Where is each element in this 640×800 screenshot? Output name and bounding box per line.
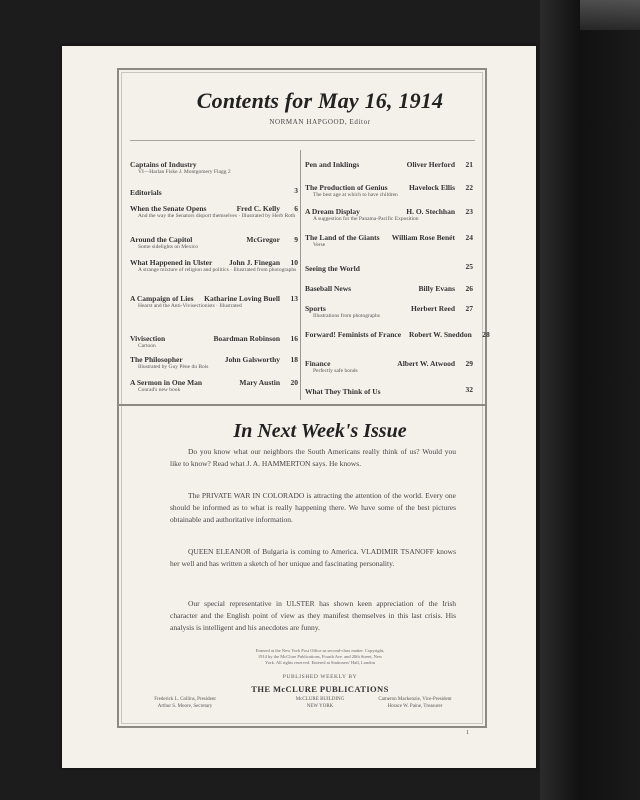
entry-author: Herbert Reed — [411, 304, 455, 313]
entry-row — [130, 204, 298, 213]
entry-title: When the Senate Opens — [130, 204, 207, 213]
officer-line: Frederick L. Collins, President — [154, 697, 216, 702]
entry-meta — [231, 378, 298, 387]
entry-title: What Happened in Ulster — [130, 258, 213, 267]
entry-subtitle: Illustrated by Guy Pène du Bois — [138, 364, 209, 370]
entry-author: Albert W. Atwood — [397, 359, 455, 368]
next-week-paragraph: Do you know what our neighbors the South Americans really think of us? Would you like to know? Read what J. A. HAMMERTON says. He knows. — [170, 447, 456, 468]
contents-entry — [130, 378, 298, 394]
entry-meta — [447, 262, 473, 271]
publisher-name: THE McCLURE PUBLICATIONS — [251, 684, 389, 694]
entry-title: Seeing the World — [305, 264, 360, 273]
entry-title: Finance — [305, 359, 331, 368]
contents-entry — [305, 304, 473, 320]
entry-subtitle: Conrad's new book — [138, 387, 181, 393]
entry-page: 23 — [465, 207, 473, 216]
entry-meta — [206, 334, 298, 343]
contents-entry — [305, 262, 473, 273]
entry-page: 24 — [465, 233, 473, 242]
entry-title: Sports — [305, 304, 326, 313]
entry-title: A Campaign of Lies — [130, 294, 194, 303]
entry-row — [305, 207, 473, 216]
entry-author: Mary Austin — [239, 378, 280, 387]
entry-meta — [447, 385, 473, 394]
imprint-line: 1914 by the McClure Publications, Fourth Ave. and 20th Street, New — [257, 654, 383, 659]
contents-entry — [305, 207, 473, 223]
entry-title: The Land of the Giants — [305, 233, 380, 242]
frame-divider — [119, 404, 485, 406]
entry-title: Captains of Industry — [130, 160, 197, 169]
entry-meta — [196, 294, 298, 303]
page-title: Contents for May 16, 1914 — [196, 88, 444, 113]
contents-entry — [305, 330, 490, 339]
next-week-title: In Next Week's Issue — [233, 420, 407, 442]
contents-entry — [305, 359, 473, 375]
entry-author: John Galsworthy — [224, 355, 280, 364]
entry-page: 27 — [465, 304, 473, 313]
entry-author: Robert W. Sneddon — [409, 330, 472, 339]
entry-row — [305, 233, 473, 242]
entry-title: A Sermon in One Man — [130, 378, 203, 387]
entry-page: 13 — [290, 294, 298, 303]
contents-entry — [305, 183, 473, 199]
next-week-paragraph: QUEEN ELEANOR of Bulgaria is coming to America. VLADIMIR TSANOFF knows her well and has written a sketch of her unique and fascinating personality. — [170, 547, 456, 568]
contents-entry — [130, 334, 298, 350]
entry-author: Oliver Herford — [406, 160, 455, 169]
entry-page: 32 — [465, 385, 473, 394]
entry-meta — [238, 235, 298, 244]
officers-right — [360, 697, 470, 710]
entry-author: Boardman Robinson — [213, 334, 280, 343]
entry-page: 20 — [290, 378, 298, 387]
entry-page: 28 — [482, 330, 490, 339]
entry-meta — [229, 204, 298, 213]
entry-row — [305, 160, 473, 169]
page-number: 1 — [466, 730, 469, 736]
entry-subtitle: A strange mixture of religion and politics · Illustrated from photographs — [138, 267, 297, 273]
entry-page: 3 — [294, 186, 298, 195]
entry-page: 22 — [465, 183, 473, 192]
entry-meta — [221, 258, 298, 267]
imprint-line: York. All rights reserved. Entered at Stationers' Hall, London — [265, 660, 375, 665]
entry-row — [130, 235, 298, 244]
entry-meta — [384, 233, 473, 242]
entry-row — [305, 284, 473, 293]
entry-row — [130, 258, 298, 267]
entry-subtitle: Illustrations from photographs — [313, 313, 380, 319]
entry-row — [130, 186, 298, 197]
entry-title: Editorials — [130, 188, 162, 197]
entry-row — [305, 359, 473, 368]
entry-row — [130, 160, 298, 169]
background-glint — [580, 0, 640, 30]
entry-page: 10 — [290, 258, 298, 267]
entry-meta — [403, 304, 473, 313]
entry-author: McGregor — [246, 235, 280, 244]
contents-entry — [130, 204, 298, 220]
entry-row — [305, 304, 473, 313]
entry-row — [130, 334, 298, 343]
entry-title: The Philosopher — [130, 355, 183, 364]
imprint-line: Entered at the New York Post Office as second-class matter. Copyright, — [255, 648, 385, 653]
entry-title: Vivisection — [130, 334, 166, 343]
next-week-paragraph: Our special representative in ULSTER has shown keen appreciation of the Irish character and the English point of view as they manifest themselves in this last crisis. His analysis is intelligent and his anecdotes are funny. — [170, 599, 456, 632]
entry-subtitle: Hearst and the Anti-Vivisectionists · Illustrated — [138, 303, 242, 309]
entry-meta — [272, 186, 298, 195]
published-by: PUBLISHED WEEKLY BY — [282, 674, 358, 680]
entry-row — [130, 294, 298, 303]
entry-meta — [398, 207, 473, 216]
entry-meta — [389, 359, 473, 368]
contents-entry — [305, 385, 473, 396]
entry-subtitle: Some sidelights on Mexico — [138, 244, 199, 250]
entry-subtitle: Verse — [313, 242, 326, 248]
contents-entry — [130, 294, 298, 310]
entry-author: H. O. Stechhan — [406, 207, 455, 216]
entry-subtitle: VI—Harlan Fiske J. Montgomery Flagg 2 — [138, 169, 231, 175]
entry-title: Forward! Feminists of France — [305, 330, 402, 339]
contents-entry — [305, 284, 473, 293]
entry-page: 25 — [465, 262, 473, 271]
editor-line: NORMAN HAPGOOD, Editor — [269, 118, 371, 126]
entry-author: Havelock Ellis — [408, 183, 455, 192]
entry-row — [305, 385, 473, 396]
entry-meta — [399, 160, 473, 169]
contents-entry — [130, 235, 298, 251]
entry-author: William Rose Benét — [391, 233, 455, 242]
entry-row — [130, 355, 298, 364]
contents-entry — [130, 258, 298, 274]
entry-title: Around the Capitol — [130, 235, 193, 244]
officer-line: McCLURE BUILDING — [295, 697, 345, 702]
entry-row — [305, 183, 473, 192]
contents-entry — [305, 160, 473, 169]
entry-page: 6 — [294, 204, 298, 213]
entry-row — [130, 378, 298, 387]
entry-page: 21 — [465, 160, 473, 169]
entry-title: A Dream Display — [305, 207, 360, 216]
entry-subtitle: A suggestion for the Panama-Pacific Exposition — [313, 216, 419, 222]
officer-line: NEW YORK — [306, 703, 334, 709]
entry-subtitle: The best age at which to have children — [313, 192, 398, 198]
officer-line: Horace W. Paine, Treasurer — [387, 703, 443, 709]
entry-title: The Production of Genius — [305, 183, 388, 192]
entry-title: What They Think of Us — [305, 387, 381, 396]
column-rule — [300, 150, 301, 400]
entry-title: Baseball News — [305, 284, 352, 293]
officer-line: Cameron Mackenzie, Vice-President — [378, 697, 452, 702]
entry-subtitle: Cartoon — [138, 343, 156, 349]
contents-entry — [130, 355, 298, 371]
entry-row — [305, 330, 490, 339]
next-week-paragraph: The PRIVATE WAR IN COLORADO is attracting the attention of the world. Every one should be informed as to what is really happening there. We have some of the best pictures obtainable and authoritative information. — [170, 491, 456, 524]
entry-meta — [411, 284, 473, 293]
entry-author: Katharine Loving Buell — [204, 294, 280, 303]
entry-meta — [401, 183, 473, 192]
entry-title: Pen and Inklings — [305, 160, 360, 169]
officers-left — [130, 697, 240, 710]
entry-page: 18 — [290, 355, 298, 364]
contents-entry — [130, 186, 298, 197]
entry-page: 29 — [465, 359, 473, 368]
officer-line: Arthur S. Moore, Secretary — [157, 703, 213, 709]
entry-page: 9 — [294, 235, 298, 244]
entry-row — [305, 262, 473, 273]
officers-center — [265, 697, 375, 710]
entry-meta — [217, 355, 298, 364]
entry-author: John J. Finegan — [228, 258, 280, 267]
contents-entry — [305, 233, 473, 249]
title-rule — [130, 140, 475, 141]
entry-meta — [401, 330, 490, 339]
contents-entry — [130, 160, 298, 176]
entry-author: Fred C. Kelly — [236, 204, 280, 213]
entry-subtitle: Perfectly safe bonds — [313, 368, 358, 374]
entry-page: 26 — [465, 284, 473, 293]
entry-subtitle: And the way the Senators disport themselves · Illustrated by Herb Roth — [138, 213, 296, 219]
entry-page: 16 — [290, 334, 298, 343]
entry-author: Billy Evans — [418, 284, 455, 293]
